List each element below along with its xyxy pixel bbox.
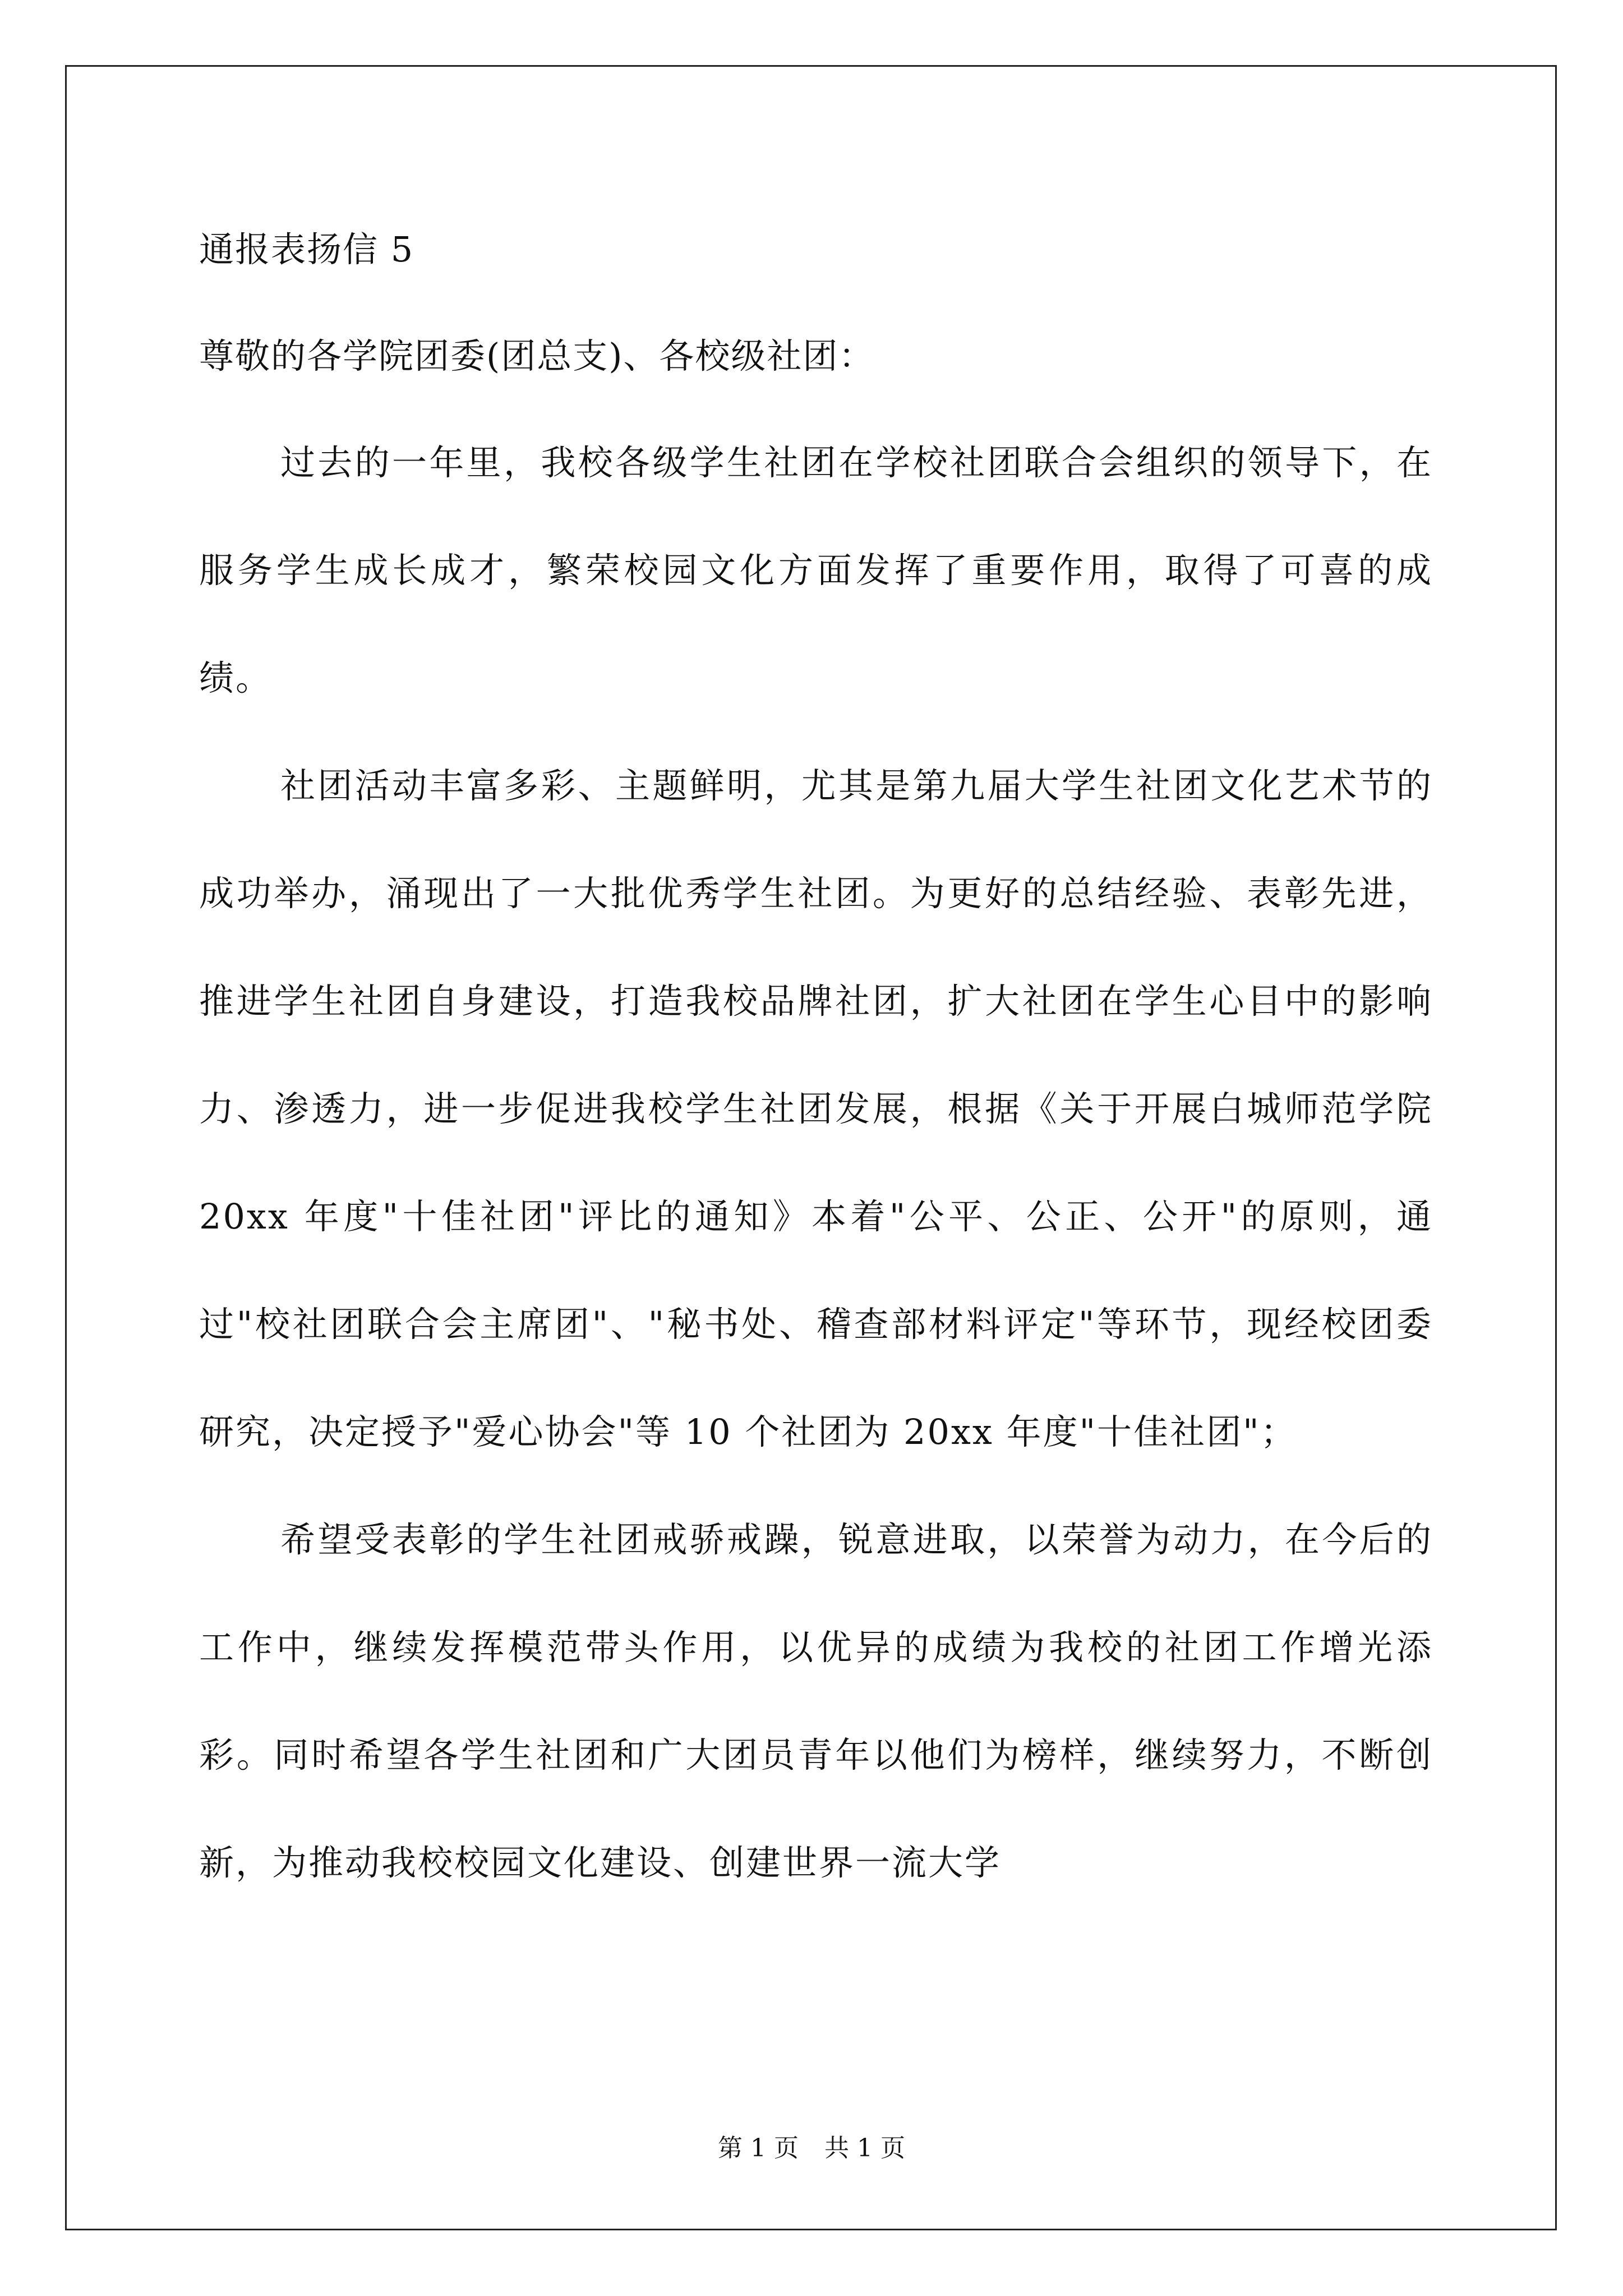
salutation: 尊敬的各学院团委(团总支)、各校级社团： xyxy=(199,335,875,376)
paragraph-2: 社团活动丰富多彩、主题鲜明，尤其是第九届大学生社团文化艺术节的成功举办，涌现出了一大批优秀学生社团。为更好的总结经验、表彰先进，推进学生社团自身建设，打造我校品牌社团，扩大社团在学生心目中的影响力、渗透力，进一步促进我校学生社团发展，根据《关于开展白城师范学院 20xx 年度"十佳社团"评比的通知》本着"公平、公正、公开"的原则，通过"校社团联合会主席团"、"秘书处、稽查部材料评定"等环节，现经校团委研究，决定授予"爱心协会"等 10 个社团为 20xx 年度"十佳社团"； xyxy=(199,765,1433,1452)
page-footer xyxy=(0,2132,1623,2165)
document-body xyxy=(199,222,1433,1917)
paragraph-1: 过去的一年里，我校各级学生社团在学校社团联合会组织的领导下，在服务学生成长成才，繁荣校园文化方面发挥了重要作用，取得了可喜的成绩。 xyxy=(199,442,1433,698)
paragraph-3: 希望受表彰的学生社团戒骄戒躁，锐意进取，以荣誉为动力，在今后的工作中，继续发挥模范带头作用，以优异的成绩为我校的社团工作增光添彩。同时希望各学生社团和广大团员青年以他们为榜样，继续努力，不断创新，为推动我校校园文化建设、创建世界一流大学 xyxy=(199,1519,1433,1883)
page-total: 共 1 页 xyxy=(824,2134,905,2162)
page-number: 第 1 页 xyxy=(718,2134,799,2162)
document-title: 通报表扬信 5 xyxy=(199,229,414,270)
